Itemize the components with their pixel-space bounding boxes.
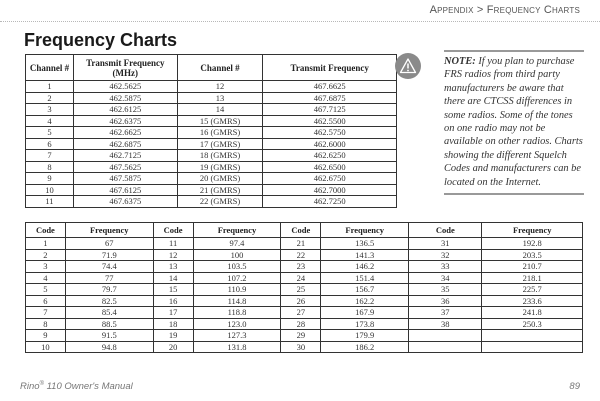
table-cell: 9: [26, 173, 74, 185]
table-row: [26, 307, 583, 319]
table-cell: 37: [409, 307, 482, 319]
table-cell: 94.8: [65, 341, 153, 353]
table-cell: 2: [26, 92, 74, 104]
column-header: Transmit Frequency: [263, 55, 397, 81]
table-row: [26, 104, 397, 116]
table-cell: 15 (GMRS): [177, 115, 263, 127]
table-row: [26, 173, 397, 185]
table-row: [26, 150, 397, 162]
table-cell: 203.5: [482, 249, 583, 261]
table-cell: 35: [409, 284, 482, 296]
table-cell: 1: [26, 238, 66, 250]
note-body: If you plan to purchase FRS radios from third party manufacturers be aware that there are CTCSS differences in some radios. Some of the tones on one radio may not be available on other radios. Charts showing the different Squelch Codes and manufacturers can be located on the Internet.: [444, 56, 583, 188]
column-header: Code: [26, 223, 66, 238]
table-cell: 467.6375: [73, 196, 177, 208]
table-cell: 100: [193, 249, 281, 261]
table-cell: 162.2: [321, 295, 409, 307]
table-cell: 9: [26, 330, 66, 342]
table-cell: 131.8: [193, 341, 281, 353]
table-cell: 136.5: [321, 238, 409, 250]
table-cell: 250.3: [482, 318, 583, 330]
table-row: [26, 318, 583, 330]
table-cell: 19 (GMRS): [177, 161, 263, 173]
table-cell: 97.4: [193, 238, 281, 250]
table-cell: 14: [177, 104, 263, 116]
table-cell: [482, 341, 583, 353]
table-cell: 462.5625: [73, 81, 177, 93]
manual-title: [20, 381, 133, 392]
note-callout: [444, 50, 584, 195]
table-cell: 167.9: [321, 307, 409, 319]
table-cell: 179.9: [321, 330, 409, 342]
table-cell: 15: [153, 284, 193, 296]
table-cell: 462.5500: [263, 115, 397, 127]
table-cell: 462.6250: [263, 150, 397, 162]
table-cell: 6: [26, 295, 66, 307]
table-row: [26, 127, 397, 139]
table-cell: 114.8: [193, 295, 281, 307]
table-cell: 5: [26, 127, 74, 139]
column-header: Transmit Frequency (MHz): [73, 55, 177, 81]
table-cell: 38: [409, 318, 482, 330]
table-cell: 32: [409, 249, 482, 261]
table-cell: 118.8: [193, 307, 281, 319]
table-cell: 16 (GMRS): [177, 127, 263, 139]
table-cell: 18 (GMRS): [177, 150, 263, 162]
table-cell: 79.7: [65, 284, 153, 296]
column-header: Frequency: [193, 223, 281, 238]
table-cell: 462.5750: [263, 127, 397, 139]
table-cell: 26: [281, 295, 321, 307]
table-cell: 462.6500: [263, 161, 397, 173]
table-cell: 19: [153, 330, 193, 342]
table-cell: 241.8: [482, 307, 583, 319]
table-cell: 462.5875: [73, 92, 177, 104]
table-cell: 21: [281, 238, 321, 250]
column-header: Frequency: [482, 223, 583, 238]
table-cell: 22 (GMRS): [177, 196, 263, 208]
table-cell: 462.6125: [73, 104, 177, 116]
table-cell: 85.4: [65, 307, 153, 319]
table-cell: 467.6625: [263, 81, 397, 93]
table-cell: 8: [26, 161, 74, 173]
table-cell: 462.7125: [73, 150, 177, 162]
table-cell: [482, 330, 583, 342]
column-header: Frequency: [65, 223, 153, 238]
warning-icon: [395, 53, 421, 79]
table-cell: 4: [26, 272, 66, 284]
table-cell: 74.4: [65, 261, 153, 273]
table-cell: 20: [153, 341, 193, 353]
table-cell: 31: [409, 238, 482, 250]
table-row: [26, 92, 397, 104]
table-cell: 34: [409, 272, 482, 284]
table-cell: 186.2: [321, 341, 409, 353]
table-cell: 21 (GMRS): [177, 184, 263, 196]
page-number: 89: [569, 381, 580, 392]
table-cell: [409, 341, 482, 353]
table-cell: 5: [26, 284, 66, 296]
table-cell: 77: [65, 272, 153, 284]
manual-name: 110 Owner's Manual: [43, 381, 133, 393]
table-cell: 462.6000: [263, 138, 397, 150]
table-cell: 233.6: [482, 295, 583, 307]
table-cell: 28: [281, 318, 321, 330]
table-row: [26, 295, 583, 307]
table-row: [26, 272, 583, 284]
table-cell: 107.2: [193, 272, 281, 284]
table-cell: 20 (GMRS): [177, 173, 263, 185]
table-cell: 17: [153, 307, 193, 319]
product-name: Rino: [20, 381, 40, 393]
note-text: [444, 55, 584, 189]
table-row: [26, 161, 397, 173]
table-row: [26, 184, 397, 196]
table-cell: 7: [26, 307, 66, 319]
table-header-row: [26, 223, 583, 238]
table-cell: 4: [26, 115, 74, 127]
table-cell: 88.5: [65, 318, 153, 330]
table-cell: 33: [409, 261, 482, 273]
table-cell: 156.7: [321, 284, 409, 296]
table-cell: 67: [65, 238, 153, 250]
table-row: [26, 284, 583, 296]
table-cell: 210.7: [482, 261, 583, 273]
table-cell: 16: [153, 295, 193, 307]
table-cell: 18: [153, 318, 193, 330]
table-cell: 462.6375: [73, 115, 177, 127]
table-cell: 12: [153, 249, 193, 261]
page-title: Frequency Charts: [24, 30, 178, 50]
table-row: [26, 261, 583, 273]
table-cell: 36: [409, 295, 482, 307]
table-row: [26, 196, 397, 208]
table-row: [26, 341, 583, 353]
table-cell: 3: [26, 261, 66, 273]
table-cell: 127.3: [193, 330, 281, 342]
table-cell: 2: [26, 249, 66, 261]
header-divider: [0, 21, 600, 22]
table-cell: 27: [281, 307, 321, 319]
table-cell: 462.7000: [263, 184, 397, 196]
table-cell: 10: [26, 341, 66, 353]
table-cell: 71.9: [65, 249, 153, 261]
table-cell: 462.6875: [73, 138, 177, 150]
table-cell: 467.5625: [73, 161, 177, 173]
table-cell: 29: [281, 330, 321, 342]
table-cell: 13: [177, 92, 263, 104]
table-cell: 22: [281, 249, 321, 261]
table-row: [26, 249, 583, 261]
column-header: Code: [281, 223, 321, 238]
table-cell: 462.6625: [73, 127, 177, 139]
column-header: Channel #: [177, 55, 263, 81]
table-cell: 24: [281, 272, 321, 284]
registered-mark: ®: [39, 381, 44, 387]
table-cell: 192.8: [482, 238, 583, 250]
table-cell: 11: [26, 196, 74, 208]
table-cell: [409, 330, 482, 342]
column-header: Code: [153, 223, 193, 238]
table-header-row: [26, 55, 397, 81]
table-cell: 25: [281, 284, 321, 296]
table-cell: 123.0: [193, 318, 281, 330]
table-cell: 141.3: [321, 249, 409, 261]
table-cell: 14: [153, 272, 193, 284]
ctcss-code-table: [25, 222, 583, 353]
table-cell: 146.2: [321, 261, 409, 273]
note-label: NOTE:: [444, 56, 476, 67]
table-cell: 1: [26, 81, 74, 93]
breadcrumb: Appendix > Frequency Charts: [429, 4, 580, 16]
table-cell: 110.9: [193, 284, 281, 296]
table-cell: 3: [26, 104, 74, 116]
table-cell: 10: [26, 184, 74, 196]
table-row: [26, 81, 397, 93]
table-cell: 462.7250: [263, 196, 397, 208]
column-header: Frequency: [321, 223, 409, 238]
table-cell: 151.4: [321, 272, 409, 284]
table-row: [26, 138, 397, 150]
table-cell: 103.5: [193, 261, 281, 273]
table-cell: 173.8: [321, 318, 409, 330]
table-cell: 23: [281, 261, 321, 273]
table-cell: 467.7125: [263, 104, 397, 116]
column-header: Code: [409, 223, 482, 238]
table-cell: 467.6125: [73, 184, 177, 196]
table-cell: 218.1: [482, 272, 583, 284]
table-cell: 17 (GMRS): [177, 138, 263, 150]
table-cell: 7: [26, 150, 74, 162]
table-cell: 11: [153, 238, 193, 250]
channel-frequency-table: [25, 54, 397, 208]
table-cell: 30: [281, 341, 321, 353]
table-cell: 13: [153, 261, 193, 273]
table-cell: 467.5875: [73, 173, 177, 185]
table-cell: 82.5: [65, 295, 153, 307]
table-row: [26, 238, 583, 250]
column-header: Channel #: [26, 55, 74, 81]
table-row: [26, 330, 583, 342]
table-cell: 462.6750: [263, 173, 397, 185]
table-cell: 225.7: [482, 284, 583, 296]
table-cell: 6: [26, 138, 74, 150]
table-cell: 467.6875: [263, 92, 397, 104]
table-cell: 91.5: [65, 330, 153, 342]
table-cell: 12: [177, 81, 263, 93]
table-cell: 8: [26, 318, 66, 330]
table-row: [26, 115, 397, 127]
